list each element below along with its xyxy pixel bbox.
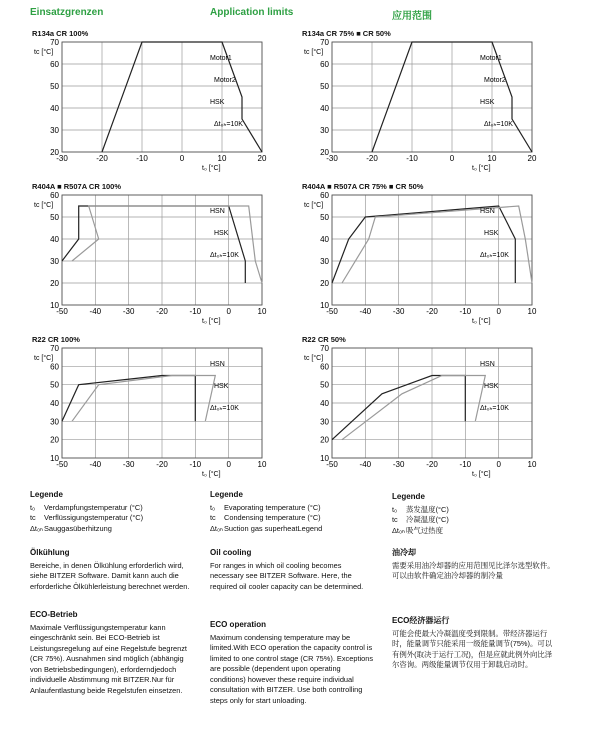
- chart-svg: [300, 185, 540, 335]
- y-tick-label: 50: [320, 380, 329, 390]
- x-axis-label: t₀ [°C]: [202, 318, 221, 325]
- chart-annotation: Motor1: [480, 55, 502, 62]
- chart-annotation: Δt₀ₕ=10K: [210, 405, 239, 412]
- x-tick-label: -30: [56, 154, 68, 163]
- chart-annotation: HSK: [484, 230, 499, 237]
- x-tick-label: 10: [527, 307, 537, 316]
- legend-row: t₀ 蒸发温度(°C): [392, 504, 449, 514]
- legend-row: Δt₀ₕSuction gas superheatLegend: [210, 523, 323, 533]
- chart-svg: [30, 32, 270, 182]
- x-tick-label: -20: [426, 460, 438, 469]
- eco-de: [30, 610, 192, 696]
- x-tick-label: -20: [426, 307, 438, 316]
- y-tick-label: 20: [50, 279, 59, 288]
- chart-annotation: Δt₀ₕ=10K: [210, 252, 239, 259]
- x-axis-label: t₀ [°C]: [202, 471, 221, 478]
- chart-title: R404A ■ R507A CR 100%: [32, 182, 122, 191]
- section-title: ECO-Betrieb: [30, 610, 78, 619]
- chart-annotation: Δt₀ₕ=10K: [484, 121, 513, 128]
- x-tick-label: -20: [156, 307, 168, 316]
- section-text: For ranges in which oil cooling becomes necessary see BITZER Software. Here, the required oil cooler capacity can be determined.: [210, 560, 364, 591]
- y-tick-label: 60: [50, 362, 59, 372]
- chart-r22-50: [300, 335, 540, 488]
- x-tick-label: 10: [257, 460, 267, 469]
- x-tick-label: -30: [122, 307, 135, 316]
- y-tick-label: 30: [320, 257, 329, 266]
- y-axis-label: tc [°C]: [304, 355, 324, 362]
- legend-row: t₀ Evaporating temperature (°C): [210, 502, 321, 512]
- chart-annotation: HSK: [480, 99, 495, 106]
- y-tick-label: 60: [50, 60, 59, 69]
- legend-title: Legende: [210, 490, 243, 499]
- y-tick-label: 50: [50, 380, 59, 390]
- y-tick-label: 30: [320, 126, 329, 135]
- x-axis-label: t₀ [°C]: [472, 165, 491, 172]
- eco-zh: [392, 616, 557, 671]
- y-tick-label: 40: [50, 104, 59, 113]
- x-tick-label: -50: [56, 460, 68, 469]
- y-tick-label: 60: [50, 191, 59, 200]
- chart-title: R22 CR 50%: [302, 335, 346, 344]
- chart-r404a-75-50: [300, 182, 540, 335]
- y-tick-label: 50: [320, 82, 329, 91]
- chart-annotation: Δt₀ₕ=10K: [480, 252, 509, 259]
- y-tick-label: 50: [320, 213, 329, 222]
- legend-row: Δt₀ₕSauggasüberhitzung: [30, 523, 112, 533]
- x-tick-label: -30: [392, 460, 405, 469]
- envelope-line: [62, 206, 245, 283]
- x-tick-label: -40: [89, 460, 102, 469]
- section-title: 油冷却: [392, 548, 416, 557]
- chart-r22-100: [30, 335, 270, 488]
- y-tick-label: 40: [50, 235, 59, 244]
- y-tick-label: 70: [320, 344, 329, 353]
- plot-frame: [62, 42, 262, 152]
- y-tick-label: 30: [50, 417, 59, 427]
- x-axis-label: t₀ [°C]: [472, 471, 491, 478]
- x-tick-label: -40: [359, 460, 372, 469]
- chart-annotation: HSK: [214, 230, 229, 237]
- y-tick-label: 30: [320, 417, 329, 427]
- chart-annotation: HSK: [484, 383, 499, 390]
- x-tick-label: -10: [459, 307, 472, 316]
- y-tick-label: 20: [320, 148, 329, 157]
- chart-title: R404A ■ R507A CR 75% ■ CR 50%: [302, 182, 424, 191]
- legend-row: tc 冷凝温度(°C): [392, 515, 449, 524]
- y-axis-label: tc [°C]: [304, 49, 324, 56]
- x-tick-label: 10: [217, 154, 227, 163]
- chart-annotation: HSN: [210, 208, 225, 215]
- envelope-line-grey: [72, 376, 215, 422]
- y-tick-label: 20: [50, 148, 59, 157]
- section-text: Maximum condensing temperature may be limited.With ECO operation the capacity control is limited to one control stage (CR 75%). Exceptions are possible (dependent upon operating conditions) however these require individual consultation with BITZER. Use both controlling steps only for start unloading.: [210, 632, 374, 705]
- y-tick-label: 70: [50, 38, 59, 47]
- y-axis-label: tc [°C]: [34, 202, 54, 209]
- section-text: 可能会使最大冷凝温度受到限制。带经济器运行时，能量调节只能采用一级能量调节(75%)。可以有例外(取决于运行工况)，但是应就此例外向比泽尔咨询。两级能量调节仅用于卸载启动时。: [392, 628, 553, 669]
- x-tick-label: 0: [496, 460, 501, 469]
- section-text: Bereiche, in denen Ölkühlung erforderlich wird, siehe BITZER Software. Damit kann auch die erforderliche Ölkühlerleistung berechnet werden.: [30, 560, 190, 591]
- legend-en: [210, 490, 380, 534]
- chart-annotation: Motor1: [210, 55, 232, 62]
- envelope-line: [332, 206, 515, 283]
- x-tick-label: -40: [89, 307, 102, 316]
- y-axis-label: tc [°C]: [34, 355, 54, 362]
- envelope-line-grey: [72, 206, 262, 283]
- x-tick-label: 0: [226, 460, 231, 469]
- legend-row: tc Verflüssigungstemperatur (°C): [30, 513, 144, 522]
- x-tick-label: 0: [449, 154, 455, 163]
- chart-svg: [300, 338, 540, 488]
- chart-title: R134a CR 100%: [32, 29, 89, 38]
- x-axis-label: t₀ [°C]: [472, 318, 491, 325]
- x-tick-label: 0: [496, 307, 501, 316]
- x-tick-label: 10: [257, 307, 267, 316]
- x-tick-label: -30: [326, 154, 338, 163]
- y-tick-label: 60: [320, 191, 329, 200]
- x-tick-label: -20: [366, 154, 378, 163]
- header-zh: 应用范围: [392, 11, 432, 22]
- header-de: Einsatzgrenzen: [30, 7, 104, 18]
- y-tick-label: 70: [320, 38, 329, 47]
- legend-row: t₀ Verdampfungstemperatur (°C): [30, 502, 143, 512]
- x-tick-label: -50: [326, 307, 338, 316]
- x-tick-label: -10: [406, 154, 418, 163]
- legend-title: Legende: [392, 492, 425, 501]
- y-tick-label: 40: [50, 399, 59, 408]
- y-axis-label: tc [°C]: [34, 49, 54, 56]
- chart-title: R134a CR 75% ■ CR 50%: [302, 29, 391, 38]
- envelope-line-grey: [342, 206, 532, 283]
- x-tick-label: 10: [527, 460, 537, 469]
- y-tick-label: 30: [50, 257, 59, 266]
- y-tick-label: 50: [50, 213, 59, 222]
- x-tick-label: -50: [56, 307, 68, 316]
- y-tick-label: 30: [50, 126, 59, 135]
- header-en: Application limits: [210, 7, 294, 18]
- y-tick-label: 40: [320, 399, 329, 408]
- y-tick-label: 40: [320, 235, 329, 244]
- y-tick-label: 60: [320, 60, 329, 69]
- legend-row: tc Condensing temperature (°C): [210, 513, 321, 522]
- chart-svg: [300, 32, 540, 182]
- x-tick-label: 20: [527, 154, 537, 163]
- section-title: ECO operation: [210, 620, 267, 629]
- section-text: 需要采用油冷却器的应用范围见比泽尔选型软件。可以由软件确定油冷却器的制冷量: [392, 560, 555, 580]
- chart-title: R22 CR 100%: [32, 335, 80, 344]
- x-axis-label: t₀ [°C]: [202, 165, 221, 172]
- x-tick-label: -10: [136, 154, 148, 163]
- chart-annotation: HSN: [480, 361, 495, 368]
- x-tick-label: -10: [189, 307, 202, 316]
- legend-de: [30, 490, 200, 534]
- oil-cooling-en: [210, 548, 375, 592]
- x-tick-label: 0: [226, 307, 231, 316]
- x-tick-label: -10: [459, 460, 472, 469]
- y-tick-label: 10: [320, 301, 329, 310]
- chart-r404a-100: [30, 182, 270, 335]
- envelope-line-grey: [342, 376, 485, 440]
- chart-annotation: Δt₀ₕ=10K: [214, 121, 243, 128]
- y-tick-label: 60: [320, 362, 329, 372]
- y-tick-label: 20: [50, 435, 59, 445]
- oil-cooling-zh: [392, 548, 557, 582]
- y-tick-label: 20: [320, 279, 329, 288]
- x-tick-label: -50: [326, 460, 338, 469]
- y-tick-label: 10: [320, 454, 329, 463]
- chart-svg: [30, 338, 270, 488]
- section-title: Ölkühlung: [30, 548, 70, 557]
- y-tick-label: 70: [50, 344, 59, 353]
- chart-annotation: HSN: [210, 361, 225, 368]
- y-tick-label: 40: [320, 104, 329, 113]
- chart-r134a-75-50: [300, 29, 540, 182]
- y-tick-label: 10: [50, 301, 59, 310]
- y-axis-label: tc [°C]: [304, 202, 324, 209]
- x-tick-label: 20: [257, 154, 267, 163]
- x-tick-label: -20: [156, 460, 168, 469]
- section-title: ECO经济器运行: [392, 616, 450, 625]
- y-tick-label: 50: [50, 82, 59, 91]
- y-tick-label: 10: [50, 454, 59, 463]
- chart-svg: [30, 185, 270, 335]
- chart-annotation: Δt₀ₕ=10K: [480, 405, 509, 412]
- x-tick-label: -10: [189, 460, 202, 469]
- legend-title: Legende: [30, 490, 63, 499]
- chart-annotation: HSK: [214, 383, 229, 390]
- chart-r134a-100: [30, 29, 270, 182]
- x-tick-label: 10: [487, 154, 497, 163]
- chart-annotation: Motor2: [484, 77, 506, 84]
- x-tick-label: 0: [179, 154, 185, 163]
- legend-row: Δt₀ₕ吸气过热度: [392, 525, 443, 535]
- chart-annotation: Motor2: [214, 77, 236, 84]
- legend-zh: [392, 492, 562, 536]
- section-title: Oil cooling: [210, 548, 252, 557]
- eco-en: [210, 620, 375, 706]
- chart-annotation: HSK: [210, 99, 225, 106]
- oil-cooling-de: [30, 548, 192, 592]
- section-text: Maximale Verflüssigungstemperatur kann eingeschränkt sein. Bei ECO-Betrieb ist Leistungsregelung auf eine Regelstufe begrenzt (CR 75%). Ausnahmen sind möglich (abhängig von Betriebsbedingungen), erforderndjedoch individuelle Abstimmung mit BITZER.Nur für Anlaufentlastung beide Regelstufen einsetzen.: [30, 622, 187, 695]
- x-tick-label: -30: [122, 460, 135, 469]
- chart-annotation: HSN: [480, 208, 495, 215]
- x-tick-label: -40: [359, 307, 372, 316]
- y-tick-label: 20: [320, 435, 329, 445]
- x-tick-label: -20: [96, 154, 108, 163]
- plot-frame: [332, 42, 532, 152]
- x-tick-label: -30: [392, 307, 405, 316]
